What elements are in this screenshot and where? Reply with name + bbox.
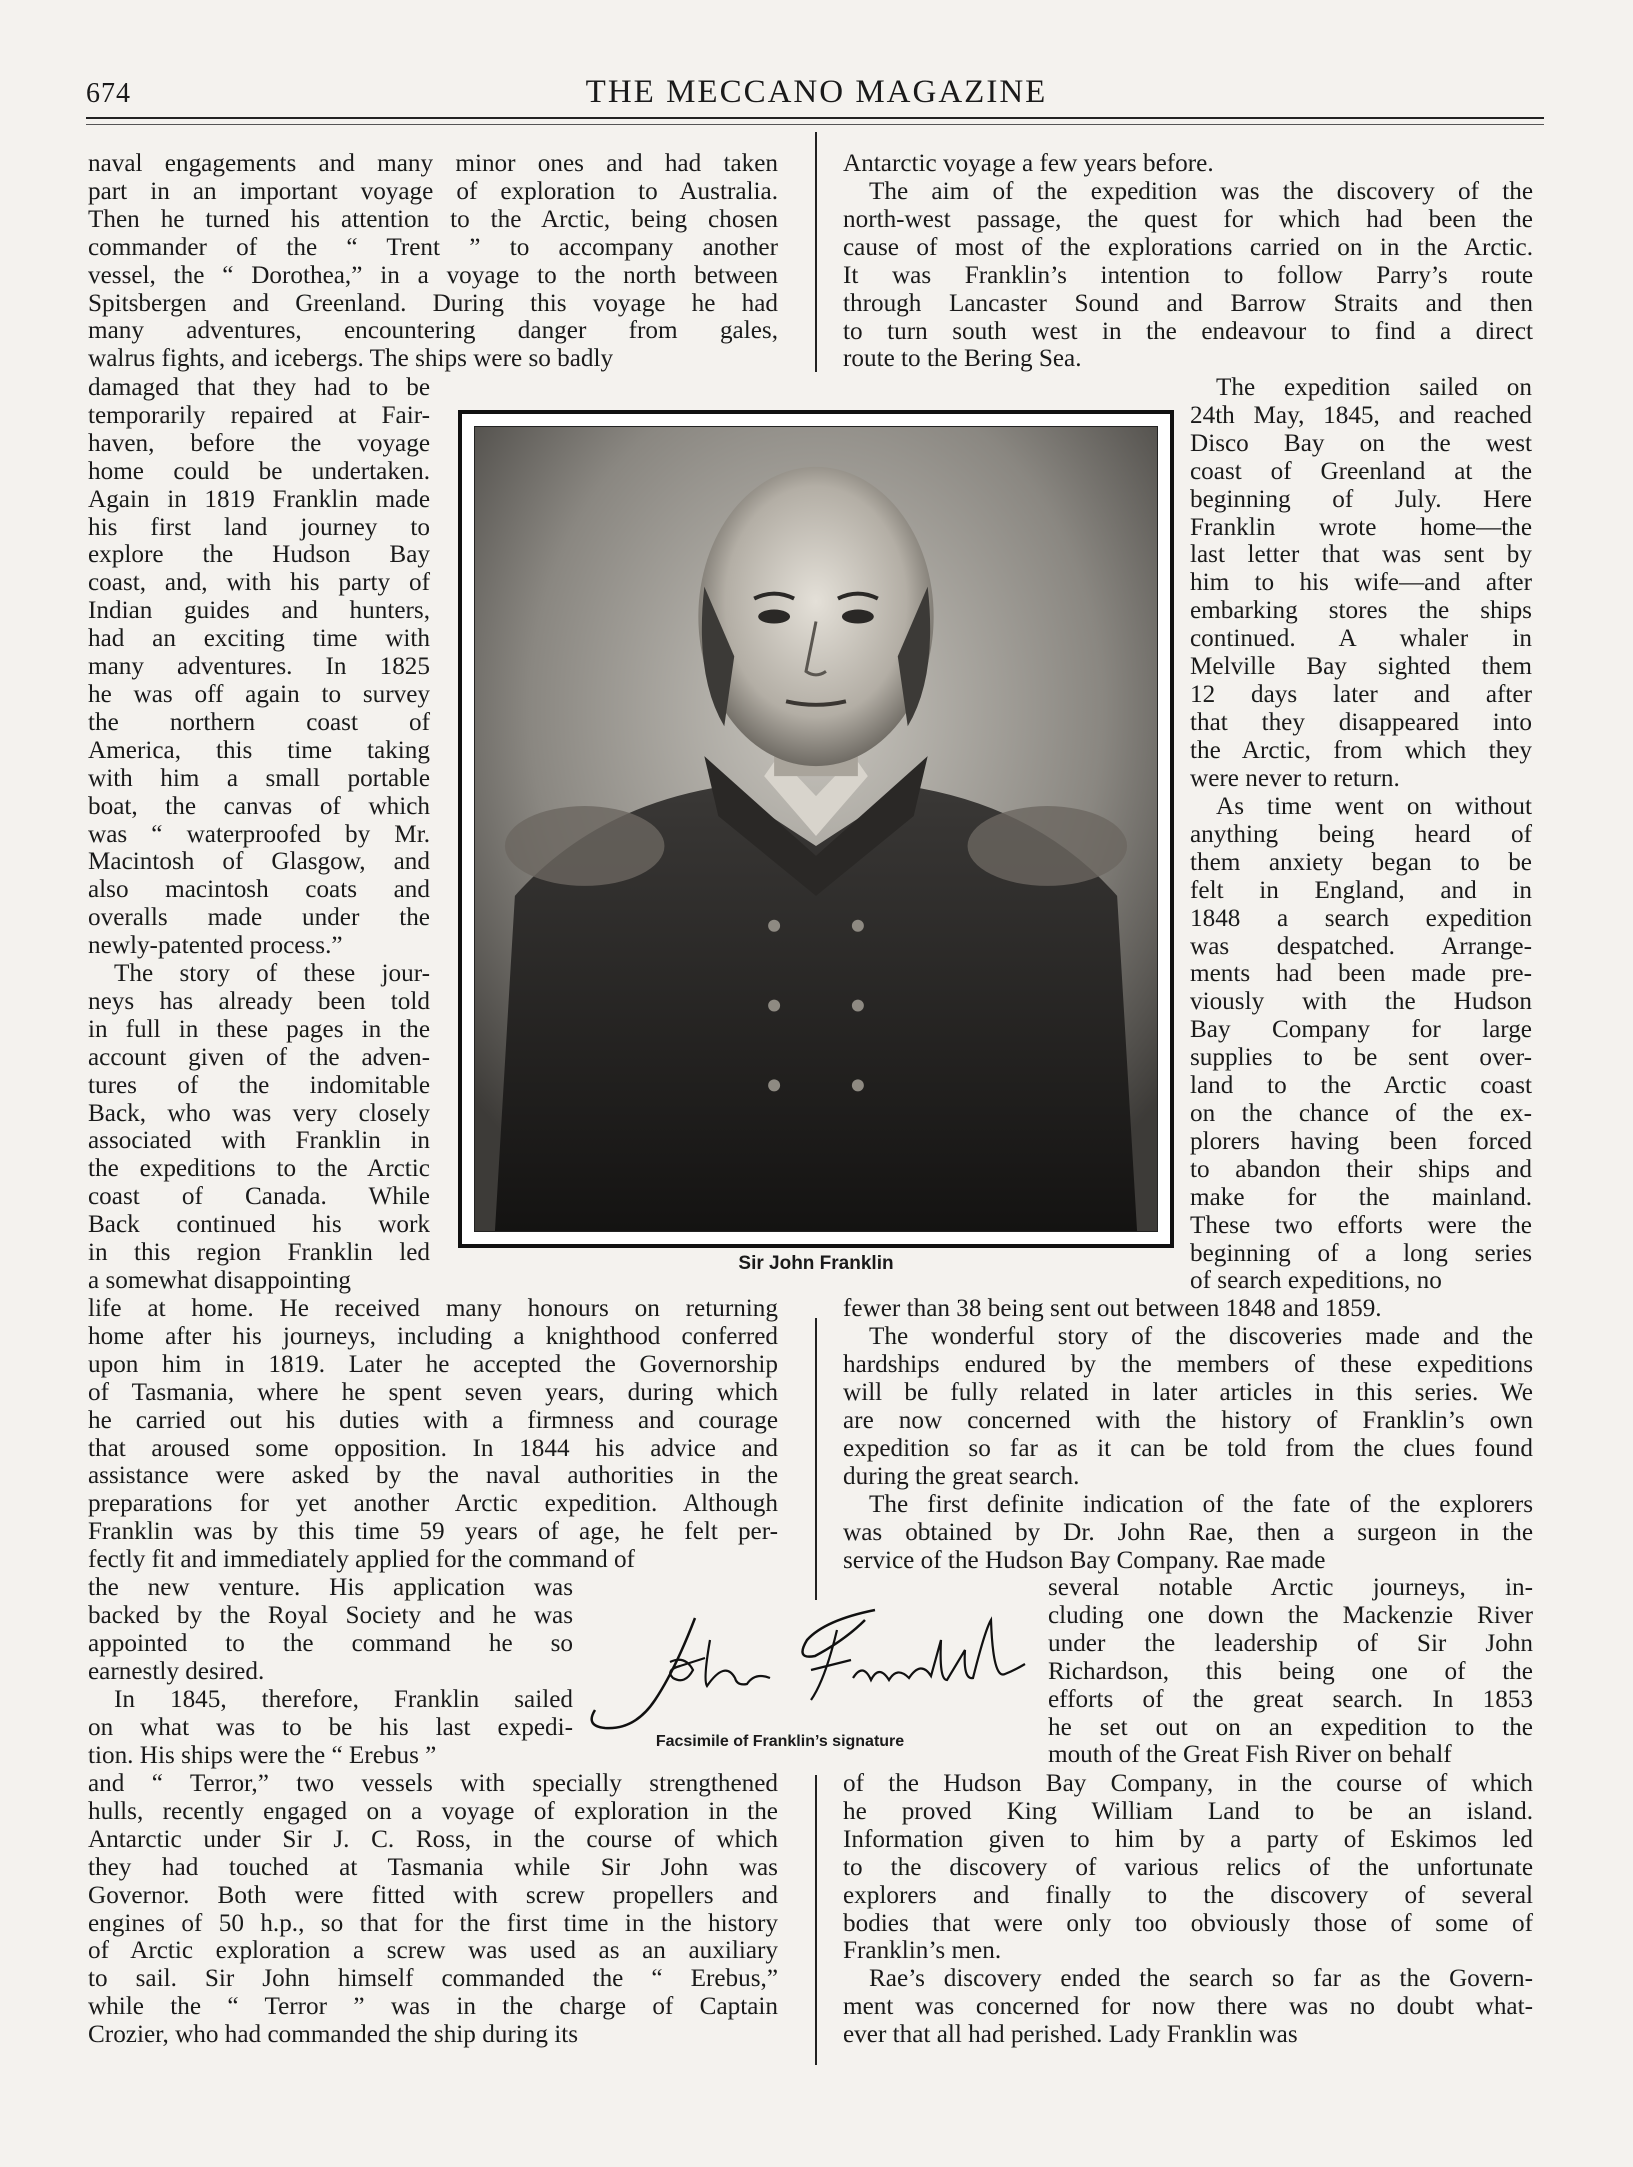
text-line: In 1845, therefore, Franklin sailed [114, 1686, 573, 1713]
text-line: America, this time taking [88, 736, 430, 764]
portrait-frame [458, 410, 1174, 1248]
text-line: was despatched. Arrange- [1190, 932, 1532, 960]
text-line: boat, the canvas of which [88, 792, 430, 820]
text-line: Disco Bay on the west [1190, 429, 1532, 457]
text-line: vessel, the “ Dorothea,” in a voyage to the north between [88, 261, 778, 289]
text-line: him to his wife—and after [1190, 569, 1532, 597]
text-line: Franklin wrote home—the [1190, 513, 1532, 541]
signature-facsimile [575, 1600, 1045, 1740]
text-line: they had touched at Tasmania while Sir John was [88, 1853, 778, 1881]
text-line: overalls made under the [88, 904, 430, 932]
text-line: the northern coast of [88, 708, 430, 736]
text-line: many adventures, encountering danger from gales, [88, 317, 778, 345]
text-line: Spitsbergen and Greenland. During this voyage he had [88, 289, 778, 317]
text-line: route to the Bering Sea. [843, 345, 1082, 373]
text-line: walrus fights, and icebergs. The ships were so badly [88, 345, 614, 373]
text-line: last letter that was sent by [1190, 541, 1532, 569]
text-line: life at home. He received many honours on returning [88, 1295, 778, 1322]
text-line: upon him in 1819. Later he accepted the Governorship [88, 1350, 778, 1378]
header-rule [86, 117, 1544, 119]
text-line: Back, who was very closely [88, 1099, 430, 1127]
text-line: plorers having been forced [1190, 1127, 1532, 1155]
right-column-sig [1048, 1574, 1533, 1769]
text-line: 24th May, 1845, and reached [1190, 401, 1532, 429]
text-line: was “ waterproofed by Mr. [88, 820, 430, 848]
right-column-narrow-para2 [1190, 793, 1532, 1295]
text-line: Again in 1819 Franklin made [88, 485, 430, 513]
text-line: on what was to be his last expedi- [88, 1713, 573, 1741]
column-divider [815, 1318, 817, 1600]
text-line: through Lancaster Sound and Barrow Straits and then [843, 289, 1533, 317]
left-column-narrow-para2 [88, 960, 430, 1295]
text-line: beginning of July. Here [1190, 485, 1532, 513]
signature-caption: Facsimile of Franklin’s signature [655, 1733, 905, 1750]
text-line: hulls, recently engaged on a voyage of exploration in the [88, 1797, 778, 1825]
text-line: efforts of the great search. In 1853 [1048, 1685, 1533, 1713]
text-line: The aim of the expedition was the discovery of the [869, 178, 1533, 205]
text-line: make for the mainland. [1190, 1183, 1532, 1211]
text-line: during the great search. [843, 1462, 1080, 1490]
text-line: Macintosh of Glasgow, and [88, 848, 430, 876]
text-line: ments had been made pre- [1190, 960, 1532, 988]
text-line: The wonderful story of the discoveries made and the [869, 1323, 1533, 1350]
text-line: that they disappeared into [1190, 708, 1532, 736]
text-line: Crozier, who had commanded the ship during its [88, 2021, 579, 2049]
text-line: commander of the “ Trent ” to accompany another [88, 233, 778, 261]
text-line: newly-patented process.” [88, 932, 343, 960]
text-line: Antarctic voyage a few years before. [843, 150, 1214, 177]
text-line: will be fully related in later articles in this series. We [843, 1378, 1533, 1406]
right-column-top [843, 150, 1533, 178]
text-line: fectly fit and immediately applied for the command of [88, 1546, 635, 1574]
text-line: the new venture. His application was [88, 1574, 573, 1601]
text-line: fewer than 38 being sent out between 1848 and 1859. [843, 1295, 1382, 1322]
portrait-engraving [475, 427, 1157, 1231]
text-line: he proved King William Land to be an island. [843, 1797, 1533, 1825]
text-line: many adventures. In 1825 [88, 653, 430, 681]
signature-image [575, 1600, 1045, 1740]
text-line: Richardson, this being one of the [1048, 1657, 1533, 1685]
text-line: explore the Hudson Bay [88, 541, 430, 569]
text-line: anything being heard of [1190, 820, 1532, 848]
column-divider [815, 1775, 817, 2065]
text-line: haven, before the voyage [88, 429, 430, 457]
text-line: in this region Franklin led [88, 1239, 430, 1267]
text-line: cluding one down the Mackenzie River [1048, 1601, 1533, 1629]
text-line: The first definite indication of the fate of the explorers [869, 1491, 1533, 1518]
text-line: damaged that they had to be [88, 374, 430, 401]
text-line: Information given to him by a party of Eskimos led [843, 1825, 1533, 1853]
text-line: account given of the adven- [88, 1043, 430, 1071]
text-line: the Arctic, from which they [1190, 736, 1532, 764]
text-line: several notable Arctic journeys, in- [1048, 1574, 1533, 1601]
text-line: earnestly desired. [88, 1657, 265, 1685]
text-line: expedition so far as it can be told from the clues found [843, 1434, 1533, 1462]
text-line: associated with Franklin in [88, 1127, 430, 1155]
text-line: explorers and finally to the discovery of several [843, 1881, 1533, 1909]
text-line: were never to return. [1190, 764, 1400, 792]
text-line: land to the Arctic coast [1190, 1072, 1532, 1100]
text-line: bodies that were only too obviously those of some of [843, 1909, 1533, 1937]
right-column-top-para2 [843, 178, 1533, 373]
text-line: backed by the Royal Society and he was [88, 1601, 573, 1629]
text-line: them anxiety began to be [1190, 848, 1532, 876]
page-number: 674 [86, 78, 131, 109]
right-column-narrow [1190, 374, 1532, 793]
left-column-narrow [88, 374, 430, 960]
text-line: home could be undertaken. [88, 457, 430, 485]
text-line: to abandon their ships and [1190, 1155, 1532, 1183]
left-column-sig-para2 [88, 1686, 573, 1770]
right-column-bottom [843, 1770, 1533, 1965]
text-line: are now concerned with the history of Franklin’s own [843, 1406, 1533, 1434]
left-column-bottom [88, 1770, 778, 2049]
text-line: north-west passage, the quest for which had been the [843, 205, 1533, 233]
text-line: he was off again to survey [88, 680, 430, 708]
page-header [0, 0, 1633, 125]
text-line: of the Hudson Bay Company, in the course of which [843, 1770, 1533, 1797]
text-line: 12 days later and after [1190, 680, 1532, 708]
text-line: tion. His ships were the “ Erebus ” [88, 1741, 437, 1769]
text-line: hardships endured by the members of these expeditions [843, 1350, 1533, 1378]
text-line: coast, and, with his party of [88, 569, 430, 597]
text-line: in full in these pages in the [88, 1015, 430, 1043]
text-line: naval engagements and many minor ones and had taken [88, 150, 778, 177]
text-line: Franklin’s men. [843, 1937, 1002, 1965]
text-line: coast of Greenland at the [1190, 457, 1532, 485]
text-line: of Tasmania, where he spent seven years, during which [88, 1378, 778, 1406]
text-line: also macintosh coats and [88, 876, 430, 904]
text-line: under the leadership of Sir John [1048, 1629, 1533, 1657]
left-column-mid [88, 1295, 778, 1574]
text-line: a somewhat disappointing [88, 1266, 352, 1294]
text-line: As time went on without [1216, 793, 1532, 820]
text-line: assistance were asked by the naval authorities in the [88, 1462, 778, 1490]
text-line: Back continued his work [88, 1211, 430, 1239]
left-column-top [88, 150, 778, 373]
text-line: It was Franklin’s intention to follow Parry’s route [843, 261, 1533, 289]
text-line: embarking stores the ships [1190, 597, 1532, 625]
text-line: supplies to be sent over- [1190, 1044, 1532, 1072]
text-line: the expeditions to the Arctic [88, 1155, 430, 1183]
text-line: temporarily repaired at Fair- [88, 401, 430, 429]
text-line: to turn south west in the endeavour to find a direct [843, 317, 1533, 345]
text-line: while the “ Terror ” was in the charge of Captain [88, 1993, 778, 2021]
text-line: part in an important voyage of exploration to Australia. [88, 177, 778, 205]
text-line: engines of 50 h.p., so that for the first time in the history [88, 1909, 778, 1937]
text-line: cause of most of the explorations carried on in the Arctic. [843, 233, 1533, 261]
text-line: Rae’s discovery ended the search so far as the Govern- [869, 1965, 1533, 1992]
text-line: had an exciting time with [88, 625, 430, 653]
text-line: he carried out his duties with a firmness and courage [88, 1406, 778, 1434]
text-line: appointed to the command he so [88, 1629, 573, 1657]
running-title: THE MECCANO MAGAZINE [585, 74, 1048, 110]
text-line: Antarctic under Sir J. C. Ross, in the course of which [88, 1825, 778, 1853]
right-column-mid [843, 1295, 1533, 1323]
right-column-mid-para3 [843, 1491, 1533, 1575]
text-line: 1848 a search expedition [1190, 904, 1532, 932]
text-line: was obtained by Dr. John Rae, then a surgeon in the [843, 1518, 1533, 1546]
text-line: service of the Hudson Bay Company. Rae made [843, 1546, 1326, 1574]
right-column-bottom-para2 [843, 1965, 1533, 2049]
text-line: The story of these jour- [114, 960, 430, 987]
header-rule-thin [86, 124, 1544, 125]
text-line: neys has already been told [88, 987, 430, 1015]
text-line: Then he turned his attention to the Arctic, being chosen [88, 205, 778, 233]
column-divider [815, 132, 817, 372]
text-line: Franklin was by this time 59 years of age, he felt per- [88, 1518, 778, 1546]
text-line: of search expeditions, no [1190, 1267, 1442, 1295]
text-line: These two efforts were the [1190, 1211, 1532, 1239]
text-line: Bay Company for large [1190, 1016, 1532, 1044]
portrait-caption: Sir John Franklin [738, 1253, 894, 1274]
text-line: to sail. Sir John himself commanded the “ Erebus,” [88, 1965, 778, 1993]
text-line: Indian guides and hunters, [88, 597, 430, 625]
text-line: his first land journey to [88, 513, 430, 541]
text-line: mouth of the Great Fish River on behalf [1048, 1741, 1452, 1769]
text-line: on the chance of the ex- [1190, 1099, 1532, 1127]
text-line: Melville Bay sighted them [1190, 653, 1532, 681]
text-line: felt in England, and in [1190, 876, 1532, 904]
text-line: coast of Canada. While [88, 1183, 430, 1211]
text-line: The expedition sailed on [1216, 374, 1532, 401]
text-line: and “ Terror,” two vessels with specially strengthened [88, 1770, 778, 1797]
text-line: beginning of a long series [1190, 1239, 1532, 1267]
text-line: he set out on an expedition to the [1048, 1713, 1533, 1741]
text-line: viously with the Hudson [1190, 988, 1532, 1016]
text-line: preparations for yet another Arctic expedition. Although [88, 1490, 778, 1518]
text-line: ever that all had perished. Lady Franklin was [843, 2020, 1298, 2048]
right-column-mid-para2 [843, 1323, 1533, 1490]
text-line: tures of the indomitable [88, 1071, 430, 1099]
text-line: to the discovery of various relics of the unfortunate [843, 1853, 1533, 1881]
left-column-sig [88, 1574, 573, 1686]
text-line: with him a small portable [88, 764, 430, 792]
text-line: ment was concerned for now there was no doubt what- [843, 1992, 1533, 2020]
text-line: continued. A whaler in [1190, 625, 1532, 653]
text-line: that aroused some opposition. In 1844 his advice and [88, 1434, 778, 1462]
text-line: home after his journeys, including a knighthood conferred [88, 1322, 778, 1350]
text-line: of Arctic exploration a screw was used as an auxiliary [88, 1937, 778, 1965]
text-line: Governor. Both were fitted with screw propellers and [88, 1881, 778, 1909]
portrait-image [474, 426, 1158, 1232]
